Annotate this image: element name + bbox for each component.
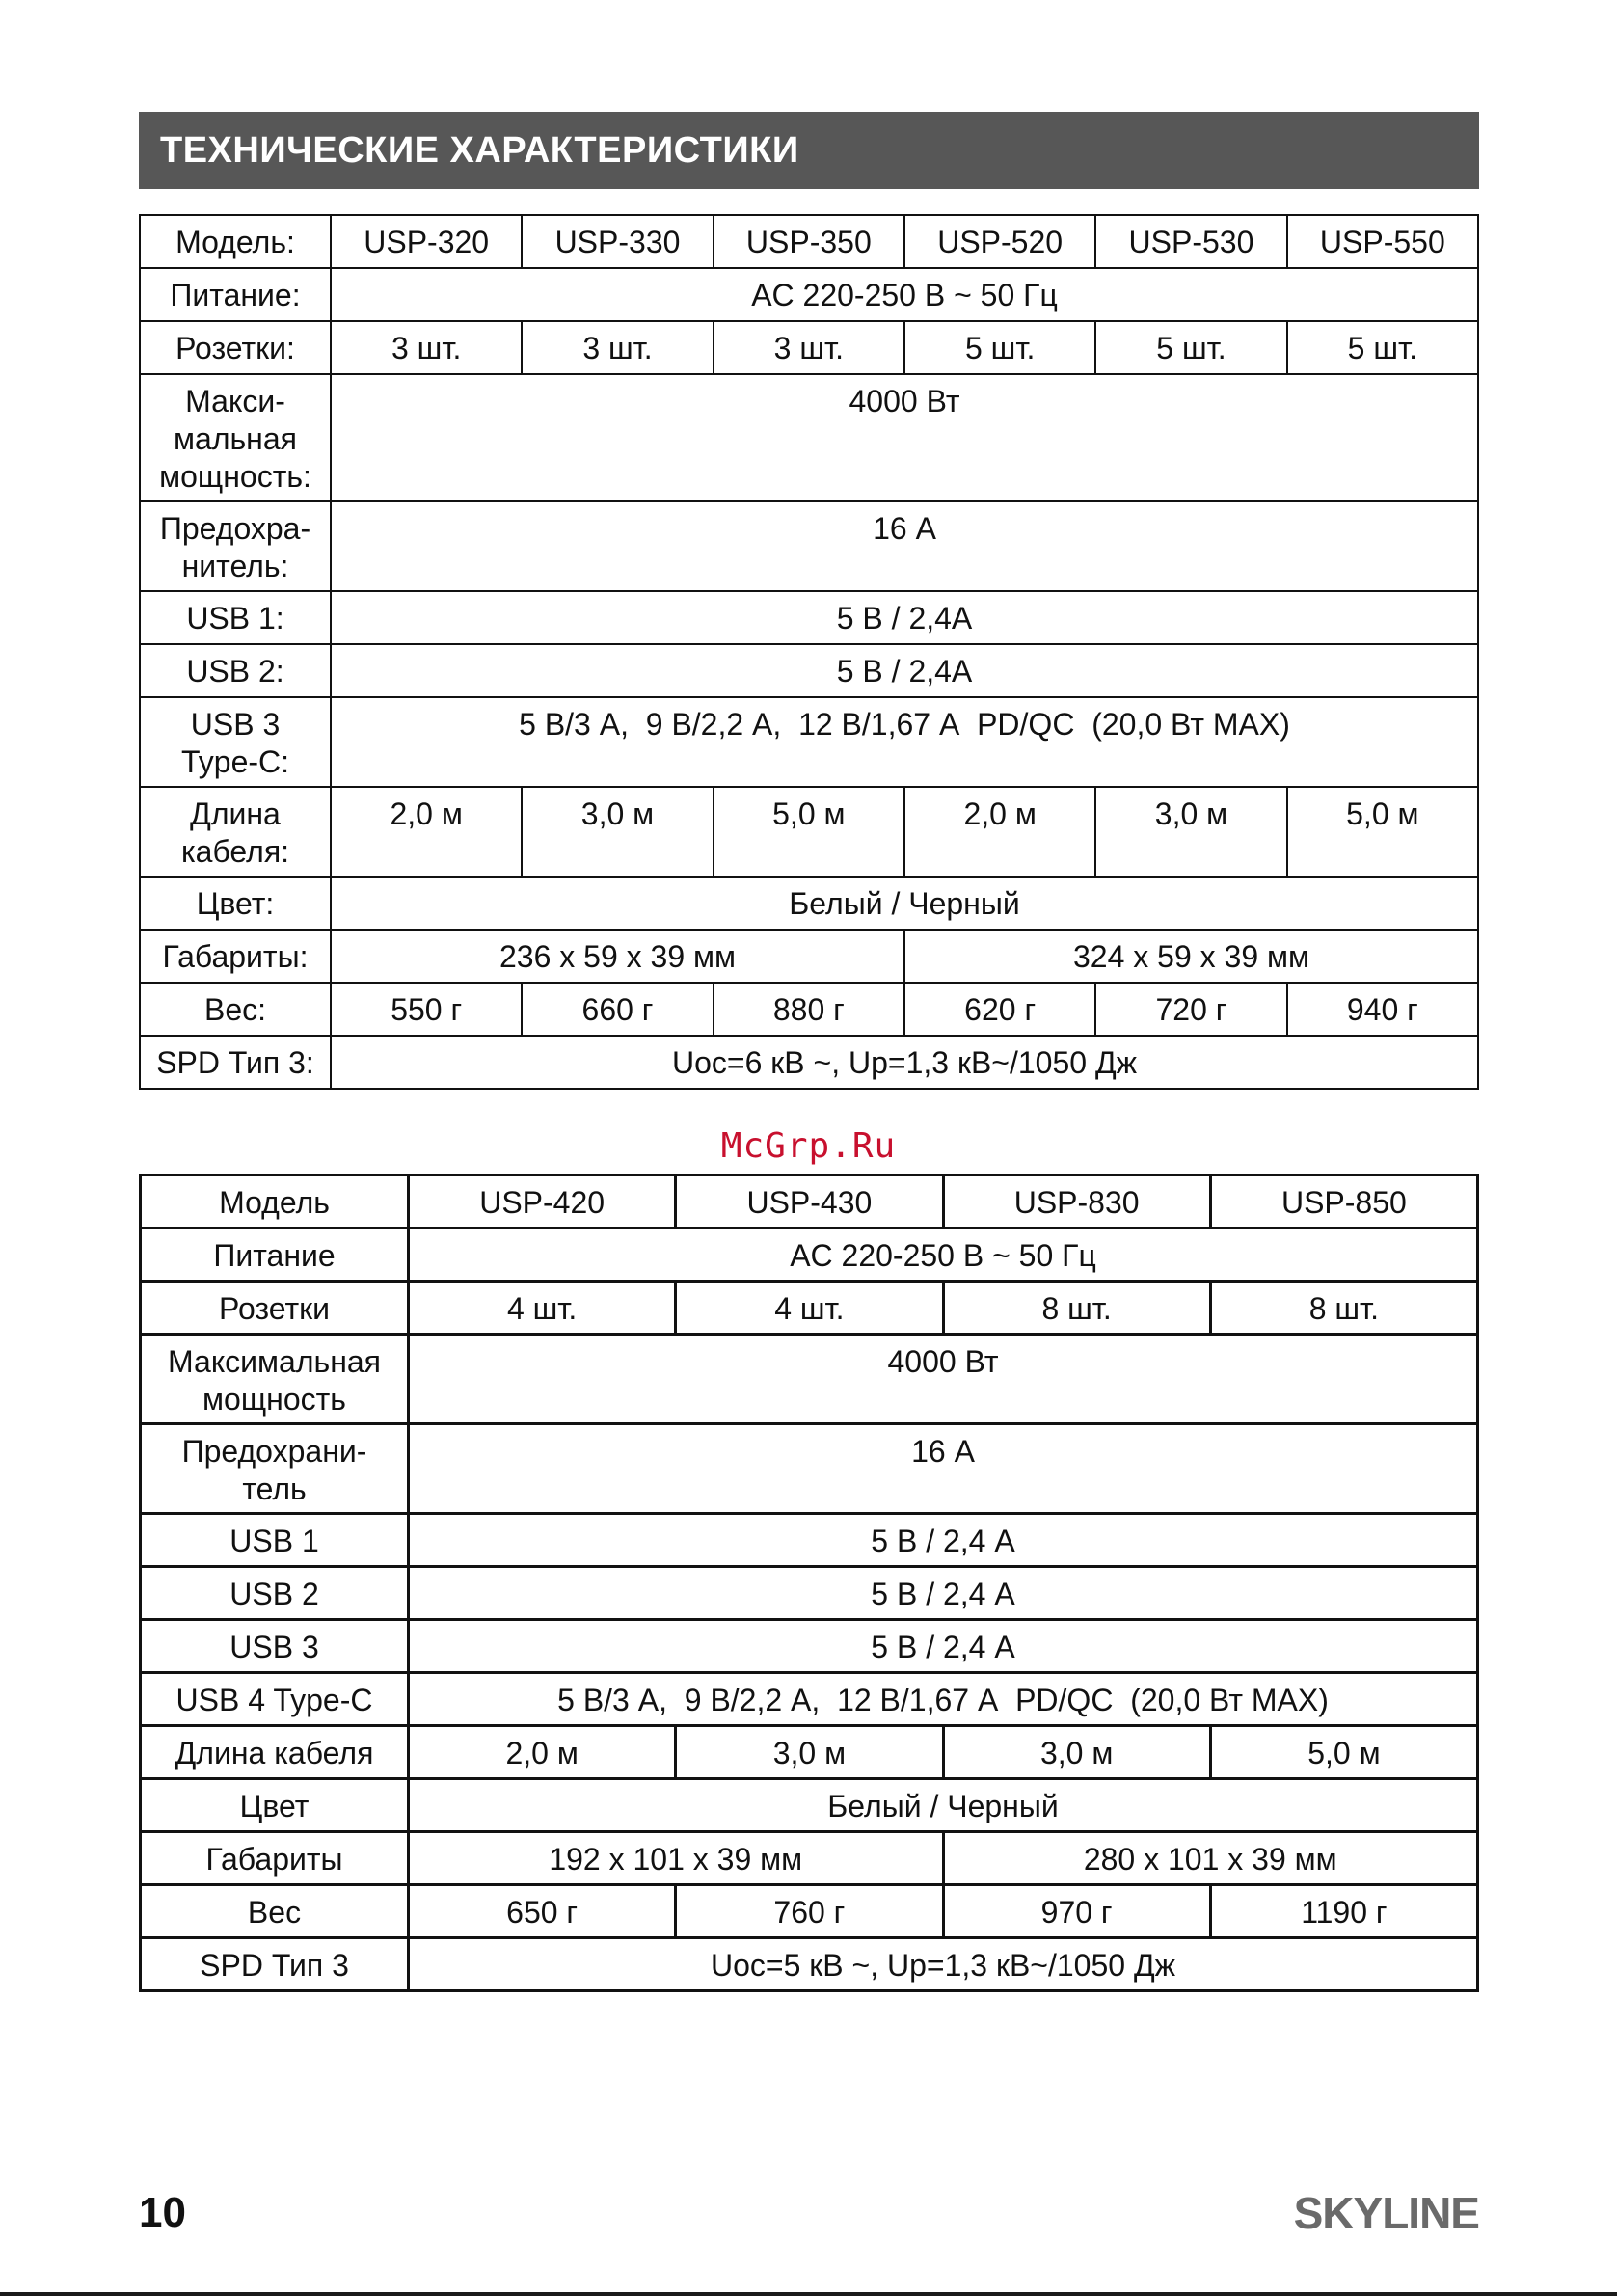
value-cell: 192 х 101 х 39 мм	[409, 1832, 944, 1885]
model-cell: USP-530	[1095, 215, 1286, 268]
row-label: SPD Тип 3	[141, 1938, 409, 1991]
table-row-fuse	[141, 1424, 1478, 1514]
value-cell: 5 шт.	[1287, 321, 1478, 374]
value-cell: 550 г	[331, 983, 522, 1036]
row-label	[141, 1335, 409, 1424]
value-cell: Uoc=5 кВ ~, Up=1,3 кВ~/1050 Дж	[409, 1938, 1478, 1991]
value-cell: 5 В/3 А, 9 В/2,2 А, 12 В/1,67 А PD/QC (20,0 Вт MAX)	[409, 1673, 1478, 1726]
row-label: USB 1:	[140, 591, 331, 644]
table-row-cable-length	[140, 787, 1478, 877]
table-row-cable-length	[141, 1726, 1478, 1779]
table-row-sockets	[141, 1282, 1478, 1335]
value-cell: 4000 Вт	[409, 1335, 1478, 1424]
value-cell: 4 шт.	[409, 1282, 676, 1335]
model-cell: USP-550	[1287, 215, 1478, 268]
label-line: мальная	[174, 421, 297, 456]
row-label	[140, 697, 331, 787]
table-row-dimensions	[141, 1832, 1478, 1885]
value-cell: 5,0 м	[1210, 1726, 1477, 1779]
spec-table-usp-4xx-8xx	[139, 1174, 1479, 1992]
table-row-color	[140, 877, 1478, 930]
model-cell: USP-830	[943, 1175, 1210, 1229]
model-cell: USP-420	[409, 1175, 676, 1229]
bottom-divider	[0, 2292, 1617, 2296]
value-cell: 940 г	[1287, 983, 1478, 1036]
value-cell: 650 г	[409, 1885, 676, 1938]
model-cell: USP-850	[1210, 1175, 1477, 1229]
table-row-usb3	[141, 1620, 1478, 1673]
table-row-power-supply	[140, 268, 1478, 321]
label-line: тель	[242, 1472, 307, 1506]
table-row-model	[141, 1175, 1478, 1229]
row-label: USB 4 Type-C	[141, 1673, 409, 1726]
row-label: Питание	[141, 1229, 409, 1282]
value-cell: 880 г	[714, 983, 904, 1036]
table-row-usb4-type-c	[141, 1673, 1478, 1726]
label-line: Type-C:	[180, 744, 290, 779]
value-cell: 2,0 м	[904, 787, 1095, 877]
row-label: Габариты:	[140, 930, 331, 983]
row-label: Длина кабеля	[141, 1726, 409, 1779]
table-row-usb1	[141, 1514, 1478, 1567]
row-label	[140, 787, 331, 877]
row-label: Розетки	[141, 1282, 409, 1335]
row-label	[140, 374, 331, 501]
row-label	[141, 1424, 409, 1514]
value-cell: Белый / Черный	[331, 877, 1478, 930]
section-title: ТЕХНИЧЕСКИЕ ХАРАКТЕРИСТИКИ	[160, 129, 799, 171]
value-cell: 5 шт.	[904, 321, 1095, 374]
table-row-max-power	[141, 1335, 1478, 1424]
value-cell: 4000 Вт	[331, 374, 1478, 501]
value-cell: 5,0 м	[1287, 787, 1478, 877]
row-label: Модель	[141, 1175, 409, 1229]
value-cell: 2,0 м	[331, 787, 522, 877]
value-cell: 3 шт.	[522, 321, 713, 374]
spec-table-usp-3xx-5xx	[139, 214, 1479, 1090]
table-row-color	[141, 1779, 1478, 1832]
value-cell: 4 шт.	[676, 1282, 943, 1335]
value-cell: 280 х 101 х 39 мм	[943, 1832, 1478, 1885]
value-cell: 16 А	[331, 501, 1478, 591]
value-cell: 660 г	[522, 983, 713, 1036]
value-cell: 3,0 м	[943, 1726, 1210, 1779]
label-line: Длина	[190, 797, 281, 831]
label-line: Предохра-	[159, 511, 311, 546]
row-label	[140, 501, 331, 591]
model-cell: USP-430	[676, 1175, 943, 1229]
value-cell: 3,0 м	[676, 1726, 943, 1779]
value-cell: 16 А	[409, 1424, 1478, 1514]
table-row-weight	[140, 983, 1478, 1036]
value-cell: 2,0 м	[409, 1726, 676, 1779]
table-row-usb3-type-c	[140, 697, 1478, 787]
table-row-dimensions	[140, 930, 1478, 983]
value-cell: 970 г	[943, 1885, 1210, 1938]
value-cell: 8 шт.	[1210, 1282, 1477, 1335]
section-title-bar	[139, 112, 1479, 189]
value-cell: 5 В / 2,4 А	[409, 1514, 1478, 1567]
table-row-usb2	[141, 1567, 1478, 1620]
value-cell: 5 В/3 А, 9 В/2,2 А, 12 В/1,67 А PD/QC (20,0 Вт MAX)	[331, 697, 1478, 787]
label-line: USB 3	[190, 707, 281, 742]
value-cell: 3 шт.	[331, 321, 522, 374]
table-row-spd	[141, 1938, 1478, 1991]
value-cell: 5 В / 2,4А	[331, 591, 1478, 644]
table-row-usb1	[140, 591, 1478, 644]
value-cell: 620 г	[904, 983, 1095, 1036]
table-row-model	[140, 215, 1478, 268]
row-label: Модель:	[140, 215, 331, 268]
row-label: SPD Тип 3:	[140, 1036, 331, 1089]
model-cell: USP-520	[904, 215, 1095, 268]
row-label: Цвет	[141, 1779, 409, 1832]
label-line: мощность	[202, 1382, 346, 1417]
row-label: USB 2	[141, 1567, 409, 1620]
value-cell: 760 г	[676, 1885, 943, 1938]
value-cell: 5 В / 2,4 А	[409, 1620, 1478, 1673]
row-label: Цвет:	[140, 877, 331, 930]
value-cell: AC 220-250 B ~ 50 Гц	[409, 1229, 1478, 1282]
model-cell: USP-330	[522, 215, 713, 268]
row-label: Вес	[141, 1885, 409, 1938]
table-row-fuse	[140, 501, 1478, 591]
row-label: Габариты	[141, 1832, 409, 1885]
value-cell: 5 В / 2,4А	[331, 644, 1478, 697]
table-row-power-supply	[141, 1229, 1478, 1282]
value-cell: 324 х 59 х 39 мм	[904, 930, 1478, 983]
table-row-usb2	[140, 644, 1478, 697]
row-label: Питание:	[140, 268, 331, 321]
label-line: мощность:	[159, 459, 311, 494]
watermark: McGrp.Ru	[720, 1126, 897, 1166]
label-line: Максимальная	[168, 1344, 381, 1379]
label-line: кабеля:	[180, 834, 290, 869]
label-line: нитель:	[181, 549, 289, 583]
table-row-sockets	[140, 321, 1478, 374]
row-label: USB 3	[141, 1620, 409, 1673]
row-label: USB 2:	[140, 644, 331, 697]
table-row-spd	[140, 1036, 1478, 1089]
brand-logo: SKYLINE	[1293, 2188, 1479, 2238]
value-cell: 3,0 м	[1095, 787, 1286, 877]
model-cell: USP-320	[331, 215, 522, 268]
value-cell: 5 В / 2,4 А	[409, 1567, 1478, 1620]
value-cell: 1190 г	[1210, 1885, 1477, 1938]
label-line: Предохрани-	[181, 1434, 367, 1469]
table-row-max-power	[140, 374, 1478, 501]
value-cell: 5 шт.	[1095, 321, 1286, 374]
value-cell: 720 г	[1095, 983, 1286, 1036]
value-cell: Белый / Черный	[409, 1779, 1478, 1832]
row-label: Розетки:	[140, 321, 331, 374]
value-cell: 3,0 м	[522, 787, 713, 877]
value-cell: 3 шт.	[714, 321, 904, 374]
value-cell: AC 220-250 B ~ 50 Гц	[331, 268, 1478, 321]
label-line: Макси-	[185, 384, 285, 419]
page-number: 10	[139, 2189, 186, 2236]
value-cell: 5,0 м	[714, 787, 904, 877]
row-label: USB 1	[141, 1514, 409, 1567]
row-label: Вес:	[140, 983, 331, 1036]
value-cell: 236 х 59 х 39 мм	[331, 930, 904, 983]
table-row-weight	[141, 1885, 1478, 1938]
value-cell: 8 шт.	[943, 1282, 1210, 1335]
value-cell: Uoc=6 кВ ~, Up=1,3 кВ~/1050 Дж	[331, 1036, 1478, 1089]
model-cell: USP-350	[714, 215, 904, 268]
